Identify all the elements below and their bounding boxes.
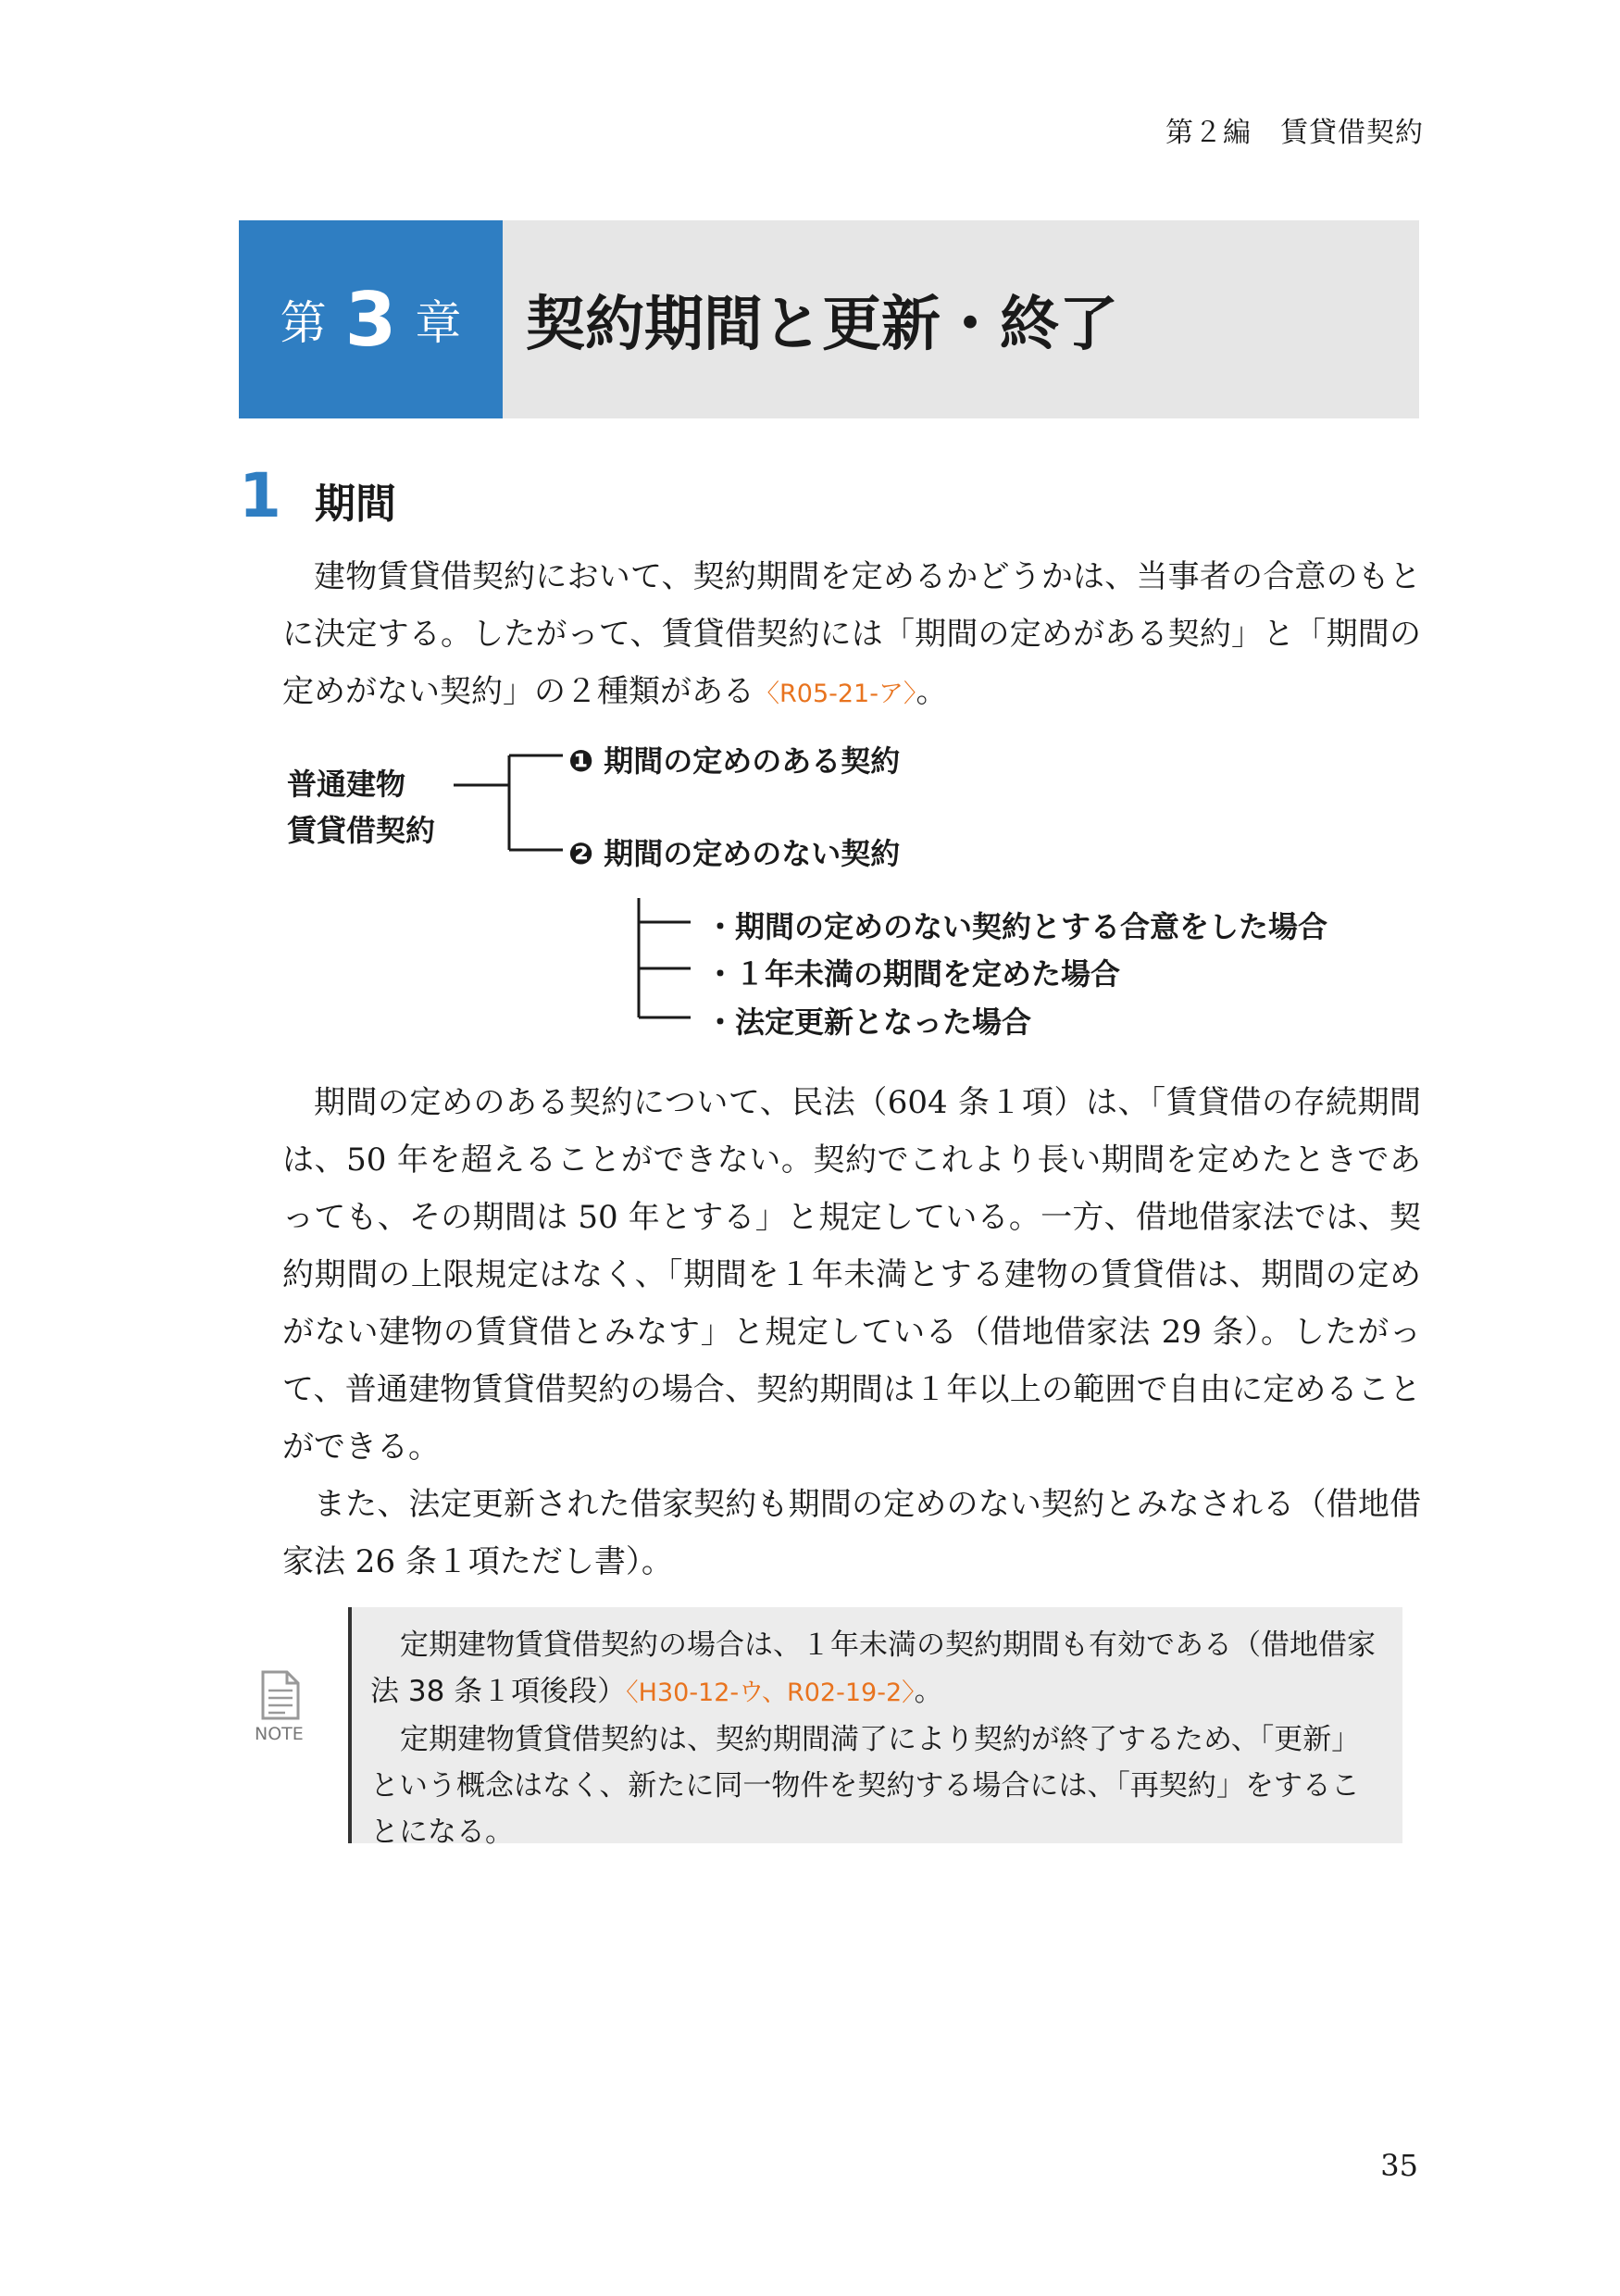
running-header: 第２編 賃貸借契約 [1165,117,1424,149]
diagram-sub-item: ・期間の定めのない契約とする合意をした場合 [705,909,1328,944]
paragraph-3-text: また、法定更新された借家契約も期間の定めのない契約とみなされる（借地借家法 26 条１項ただし書）。 [282,1486,1421,1580]
chapter-label-post: 章 [415,296,462,350]
chapter-title: 契約期間と更新・終了 [526,291,1118,359]
section-number: 1 [239,460,281,531]
section-title: 期間 [315,480,396,528]
note-paragraph-2: 定期建物賃貸借契約は、契約期間満了により契約が終了するため、「更新」という概念はなく、新たに同一物件を契約する場合には、「再契約」をすることになる。 [370,1723,1361,1849]
exam-reference: 〈R05-21-ア〉 [754,680,916,708]
diagram-sub-item: ・１年未満の期間を定めた場合 [705,956,1121,992]
chapter-label-pre: 第 [280,296,327,350]
paragraph-2-text: 期間の定めのある契約について、民法（604 条１項）は、「賃貸借の存続期間は、50 年を超えることができない。契約でこれより長い期間を定めたときであっても、その期間は 50 年とする」と規定している。一方、借地借家法では、契約期間の上限規定はなく、「期間を１年未満とする建物の賃貸借は、期間の定めがない建物の賃貸借とみなす」と規定している（借地借家法 29 条）。したがって、普通建物賃貸借契約の場合、契約期間は１年以上の範囲で自由に定めることができる。 [282,1084,1421,1466]
diagram-root-line2: 賃貸借契約 [287,813,436,848]
paragraph-2 [282,1074,1421,1591]
note-paragraph-1: 定期建物賃貸借契約の場合は、１年未満の契約期間も有効である（借地借家法 38 条１項後段） [370,1628,1376,1708]
diagram-branch-no-term: ❷ 期間の定めのない契約 [568,836,901,871]
paragraph-1-text: 建物賃貸借契約において、契約期間を定めるかどうかは、当事者の合意のもとに決定する。したがって、賃貸借契約には「期間の定めがある契約」と「期間の定めがない契約」の２種類がある [282,558,1421,710]
diagram-root-line1: 普通建物 [287,767,406,802]
paragraph-1-end: 。 [916,673,948,710]
chapter-number-box [239,220,503,418]
page-number: 35 [1380,2148,1418,2183]
paragraph-1 [282,548,1421,723]
note-icon-label: NOTE [255,1724,304,1744]
note-exam-reference: 〈H30-12-ウ、R02-19-2〉 [626,1678,915,1707]
note-text [370,1622,1379,1855]
chapter-banner [239,220,1419,418]
note-paragraph-1-end: 。 [914,1675,943,1708]
diagram-branch-fixed-term: ❶ 期間の定めのある契約 [568,743,901,779]
diagram-sub-item: ・法定更新となった場合 [705,1004,1032,1040]
chapter-number: 3 [344,276,397,363]
